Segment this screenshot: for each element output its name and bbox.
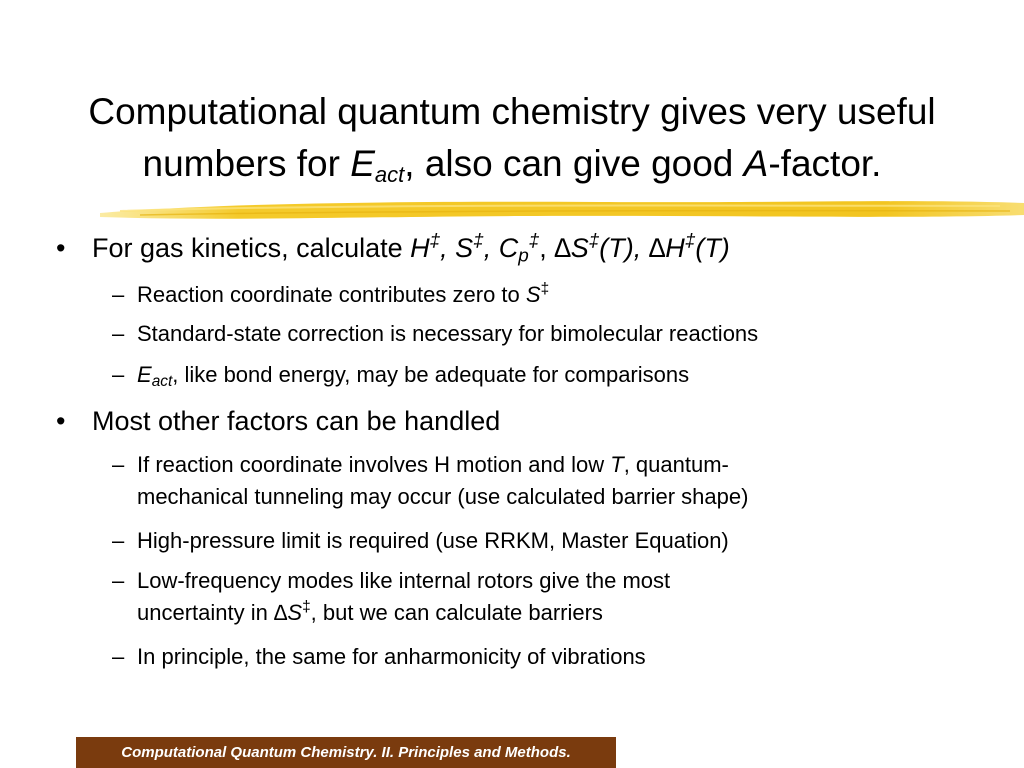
dash-marker: –: [112, 282, 125, 307]
sub-bullet-text: [137, 565, 670, 629]
symbol-c: , C: [483, 233, 519, 263]
symbol-s: S: [525, 282, 541, 307]
comma: ,: [539, 233, 547, 263]
sub-bullet-text-part: mechanical tunneling may occur (use calculated barrier shape): [137, 484, 749, 509]
bullet-marker: •: [56, 406, 66, 436]
bullet-marker: •: [56, 233, 66, 263]
sub-bullet-text: [137, 359, 689, 391]
symbol-s: , S: [440, 233, 474, 263]
sub-bullet-text-part: , quantum-: [623, 452, 729, 477]
dash-marker: –: [112, 362, 125, 387]
sub-bullet-text: Standard-state correction is necessary for bimolecular reactions: [137, 321, 759, 346]
symbol-delta-s: ∆S: [546, 233, 589, 263]
symbol-delta-s: ∆S: [273, 600, 303, 625]
sub-bullet-text: High-pressure limit is required (use RRKM, Master Equation): [137, 528, 729, 553]
sub-bullet-text-part: , like bond energy, may be adequate for comparisons: [172, 362, 690, 387]
dash-marker: –: [112, 452, 125, 477]
symbol-t: T: [610, 452, 624, 477]
dash-marker: –: [112, 321, 125, 346]
dash-marker: –: [112, 568, 125, 593]
dash-marker: –: [112, 528, 125, 553]
sub-bullet-text-part: uncertainty in: [137, 600, 274, 625]
symbol-t: (T): [695, 233, 730, 263]
sub-bullet-text-part: If reaction coordinate involves H motion and low: [137, 452, 611, 477]
sub-bullet-text: [137, 279, 549, 311]
subscript-p: p: [518, 245, 529, 267]
footer-text: Computational Quantum Chemistry. II. Principles and Methods.: [121, 744, 571, 761]
symbol-delta-h: ∆H: [648, 233, 685, 263]
dagger-sup: ‡: [429, 230, 441, 252]
dagger-sup: ‡: [540, 280, 550, 298]
title-subscript-act: act: [374, 162, 405, 187]
symbol-e: E: [137, 362, 152, 387]
sub-bullet-text-part: Reaction coordinate contributes zero to: [137, 282, 526, 307]
title-text: numbers for: [142, 143, 351, 184]
dagger-sup: ‡: [528, 230, 540, 252]
sub-bullet-text: [137, 449, 748, 513]
title-symbol-a: A: [743, 143, 769, 184]
title-line-1: Computational quantum chemistry gives very useful: [88, 91, 936, 132]
symbol-t: (T),: [599, 233, 649, 263]
sub-bullet-text-part: , but we can calculate barriers: [310, 600, 603, 625]
dagger-sup: ‡: [473, 230, 484, 252]
subscript-act: act: [151, 372, 173, 390]
bullet-text: [92, 230, 730, 267]
title-text: , also can give good: [404, 143, 744, 184]
symbol-h: H: [410, 233, 430, 263]
dagger-sup: ‡: [684, 230, 696, 252]
dash-marker: –: [112, 644, 125, 669]
sub-bullet-text: In principle, the same for anharmonicity of vibrations: [137, 644, 646, 669]
bullet-text-part: For gas kinetics, calculate: [92, 233, 411, 263]
bullet-text: Most other factors can be handled: [92, 406, 501, 436]
footer-banner: [76, 737, 616, 768]
sub-bullet-text-part: Low-frequency modes like internal rotors give the most: [137, 568, 671, 593]
title-text: -factor.: [768, 143, 882, 184]
dagger-sup: ‡: [588, 230, 600, 252]
title-symbol-e: E: [350, 143, 375, 184]
dagger-sup: ‡: [302, 598, 311, 616]
